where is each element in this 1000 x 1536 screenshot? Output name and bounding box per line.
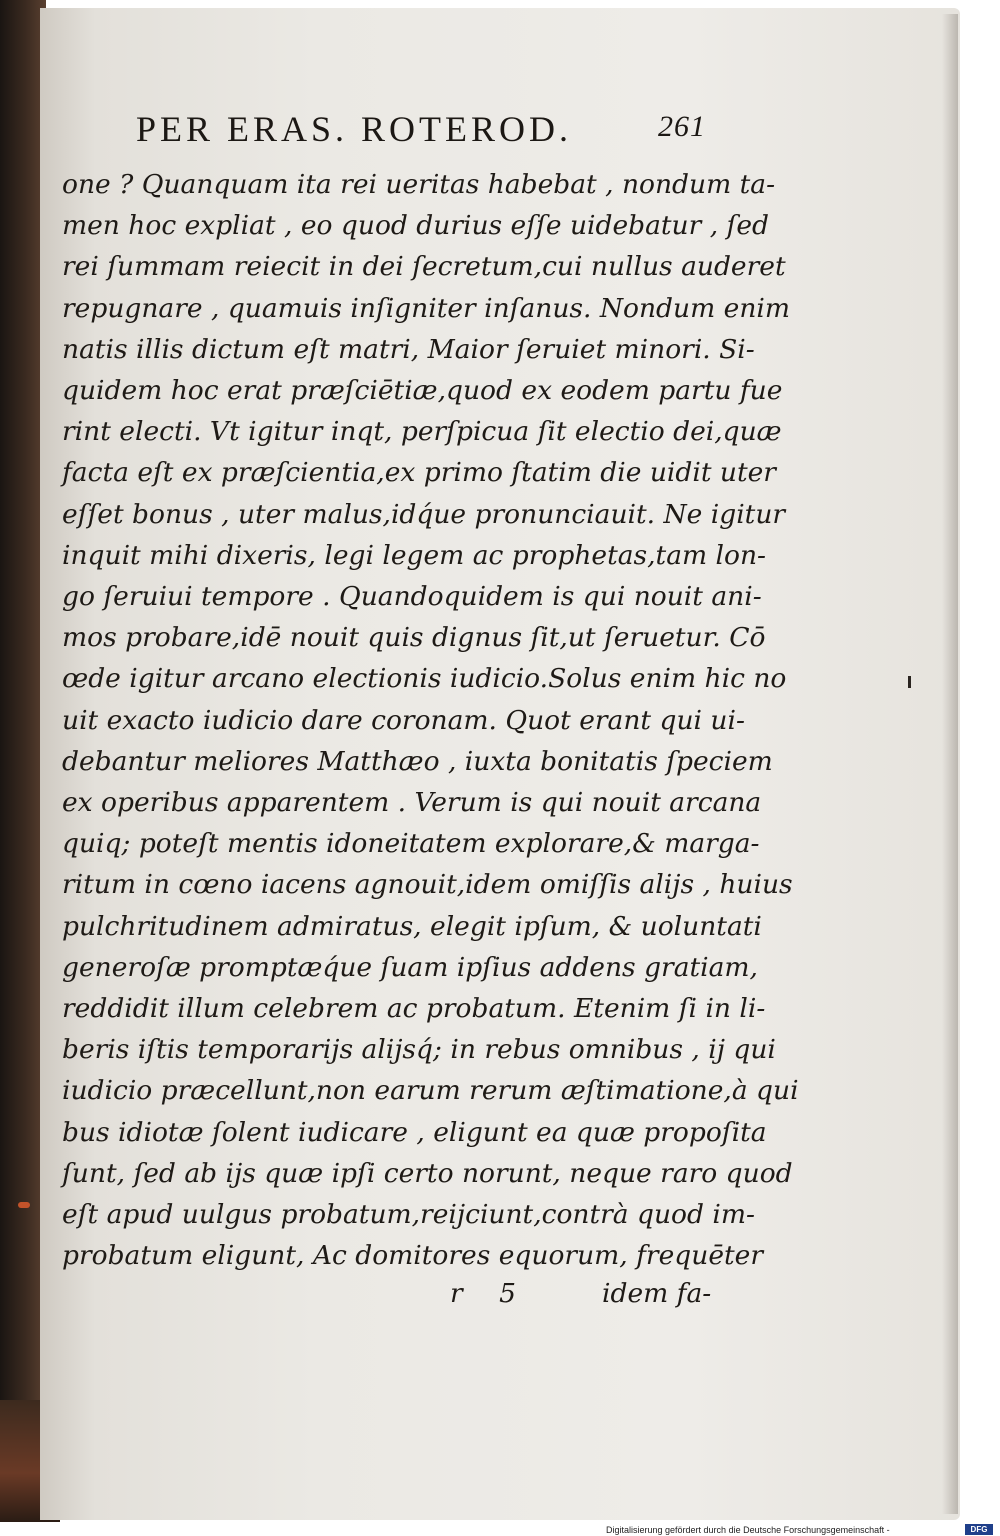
text-line: men hoc expliat , eo quod durius eſſe uidebatur , ſed [62, 210, 770, 242]
text-line: eſt apud uulgus probatum,reijciunt,contrà quod im- [62, 1199, 755, 1231]
text-line: iudicio præcellunt,non earum rerum æſtimatione,à qui [62, 1075, 799, 1107]
text-line: facta eſt ex præſcientia,ex primo ſtatim die uidit uter [62, 457, 776, 489]
text-line: beris iſtis temporarijs alijsq́; in rebus omnibus , ij qui [62, 1034, 776, 1066]
red-ink-mark [18, 1202, 30, 1208]
catch-line [62, 1278, 712, 1320]
text-line: probatum eligunt, Ac domitores equorum, frequēter [62, 1240, 763, 1272]
text-line: pulchritudinem admiratus, elegit ipſum, & uoluntati [62, 910, 762, 942]
margin-mark [908, 676, 911, 688]
text-line: quiq; poteſt mentis idoneitatem explorare,& marga- [62, 828, 760, 860]
text-line: uit exacto iudicio dare coronam. Quot erant qui ui- [62, 704, 745, 736]
text-line: bus idiotæ ſolent iudicare , eligunt ea quæ propoſita [62, 1116, 767, 1148]
catchword: idem fa- [602, 1278, 712, 1309]
text-line: rint electi. Vt igitur inqt, perſpicua ſit electio dei,quæ [62, 416, 782, 448]
text-line: ſunt, ſed ab ijs quæ ipſi certo norunt, neque raro quod [62, 1157, 793, 1189]
text-line: rei ſummam reiecit in dei ſecretum,cui nullus auderet [62, 251, 786, 283]
text-line: inquit mihi dixeris, legi legem ac prophetas,tam lon- [62, 539, 767, 571]
body-text [62, 164, 799, 1276]
page-edge-shadow [942, 14, 958, 1514]
text-line: repugnare , quamuis inſigniter inſanus. Nondum enim [62, 292, 790, 324]
text-line: go ſeruiui tempore . Quandoquidem is qui nouit ani- [62, 581, 762, 613]
text-line: ex operibus apparentem . Verum is qui nouit arcana [62, 787, 762, 819]
digitization-credit: Digitalisierung gefördert durch die Deutsche Forschungsgemeinschaft - [606, 1525, 890, 1535]
text-line: one ? Quanquam ita rei ueritas habebat , nondum ta- [62, 169, 776, 200]
running-head-title: PER ERAS. ROTEROD. [136, 109, 573, 149]
signature-mark: r 5 [450, 1278, 530, 1309]
text-line: natis illis dictum eſt matri, Maior ſeruiet minori. Si- [62, 333, 755, 365]
text-line: mos probare,idē nouit quis dignus ſit,ut ſeruetur. Cō [62, 622, 766, 654]
text-line: generoſæ promptæq́ue ſuam ipſius addens gratiam, [62, 951, 758, 983]
text-line: eſſet bonus , uter malus,idq́ue pronunciauit. Ne igitur [62, 498, 786, 530]
dfg-logo: DFG [965, 1524, 993, 1535]
text-line: œde igitur arcano electionis iudicio.Solus enim hic no [62, 663, 787, 695]
page-number: 261 [658, 110, 706, 143]
text-line: reddidit illum celebrem ac probatum. Etenim ſi in li- [62, 993, 766, 1025]
text-line: quidem hoc erat præſciētiæ,quod ex eodem partu fue [62, 375, 783, 407]
running-head [136, 108, 736, 150]
text-line: ritum in cœno iacens agnouit,idem omiſſis alijs , huius [62, 869, 793, 901]
text-line: debantur meliores Matthæo , iuxta bonitatis ſpeciem [62, 745, 773, 777]
